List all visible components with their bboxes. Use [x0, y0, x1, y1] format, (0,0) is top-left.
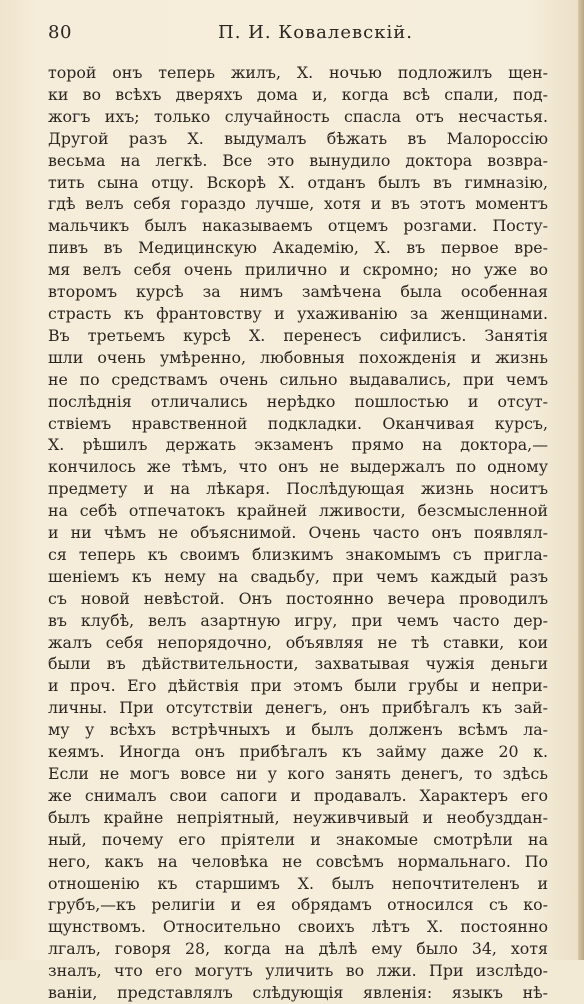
- text-line: и ни чѣмъ не объяснимой. Очень часто онъ появлял-: [48, 523, 548, 543]
- running-head: П. И. Ковалевскій.: [218, 22, 413, 43]
- page-number: 80: [48, 22, 72, 43]
- text-line: личны. При отсутствіи денегъ, онъ прибѣгалъ къ зай-: [48, 698, 548, 718]
- text-line: второмъ курсѣ за нимъ замѣчена была особенная: [48, 282, 548, 302]
- text-line: пивъ въ Медицинскую Академію, X. въ первое вре-: [48, 238, 548, 258]
- text-line: были въ дѣйствительности, захватывая чужія деньги: [48, 654, 548, 674]
- text-line: не по средствамъ очень сильно выдавались, при чемъ: [48, 369, 548, 389]
- text-line: жогъ ихъ; только случайность спасла отъ несчастья.: [48, 106, 548, 126]
- text-line: ствіемъ нравственной подкладки. Оканчивая курсъ,: [48, 413, 548, 433]
- text-line: былъ крайне непріятный, неуживчивый и необузддан-: [48, 807, 548, 827]
- text-line: него, какъ на человѣка не совсѣмъ нормальнаго. По: [48, 851, 548, 871]
- text-line: же снималъ свои сапоги и продавалъ. Характеръ его: [48, 785, 548, 805]
- text-line: зналъ, что его могутъ уличить во лжи. При изслѣдо-: [48, 961, 548, 981]
- text-line: мальчикъ былъ наказываемъ отцемъ розгами. Посту-: [48, 216, 548, 236]
- page-edge: [578, 0, 584, 960]
- text-line: Другой разъ X. выдумалъ бѣжать въ Малороссію: [48, 128, 548, 148]
- text-line: торой онъ теперь жилъ, X. ночью подложилъ щен-: [48, 63, 548, 82]
- text-line: ся теперь къ своимъ близкимъ знакомымъ съ пригла-: [48, 544, 548, 564]
- text-line: му у всѣхъ встрѣчныхъ и былъ долженъ всѣмъ ла-: [48, 720, 548, 740]
- text-line: жалъ себя непорядочно, объявляя не тѣ ставки, кои: [48, 632, 548, 652]
- text-line: X. рѣшилъ держать экзаменъ прямо на доктора,—: [48, 435, 548, 455]
- text-line: страсть къ франтовству и ухаживанію за женщинами.: [48, 303, 548, 323]
- text-line: ваніи, представлялъ слѣдующія явленія: языкъ нѣ-: [48, 983, 548, 1003]
- body-text: [48, 62, 548, 1004]
- text-line: на себѣ отпечатокъ крайней лживости, безсмысленной: [48, 501, 548, 521]
- text-line: мя велъ себя очень прилично и скромно; но уже во: [48, 260, 548, 280]
- text-line: кеямъ. Иногда онъ прибѣгалъ къ займу даже 20 к.: [48, 742, 548, 762]
- text-line: отношенію къ старшимъ X. былъ непочтителенъ и: [48, 873, 548, 893]
- text-line: ный, почему его пріятели и знакомые смотрѣли на: [48, 829, 548, 849]
- text-line: весьма на легкѣ. Все это вынудило доктора возвра-: [48, 150, 548, 170]
- text-line: тить сына отцу. Вскорѣ X. отданъ былъ въ гимназію,: [48, 172, 548, 192]
- text-line: щунствомъ. Относительно своихъ лѣтъ X. постоянно: [48, 917, 548, 937]
- text-line: шеніемъ къ нему на свадьбу, при чемъ каждый разъ: [48, 566, 548, 586]
- page-header: [48, 22, 548, 52]
- text-line: съ новой невѣстой. Онъ постоянно вечера проводилъ: [48, 588, 548, 608]
- text-line: ки во всѣхъ дверяхъ дома и, когда всѣ спали, под-: [48, 84, 548, 104]
- text-line: лгалъ, говоря 28, когда на дѣлѣ ему было 34, хотя: [48, 939, 548, 959]
- text-line: Въ третьемъ курсѣ X. перенесъ сифилисъ. Занятія: [48, 325, 548, 345]
- text-line: шли очень умѣренно, любовныя похожденія и жизнь: [48, 347, 548, 367]
- text-line: Если не могъ вовсе ни у кого занять денегъ, то здѣсь: [48, 764, 548, 783]
- text-line: и проч. Его дѣйствія при этомъ были грубы и непри-: [48, 676, 548, 696]
- text-line: въ клубѣ, велъ азартную игру, при чемъ часто дер-: [48, 610, 548, 630]
- text-line: предмету и на лѣкаря. Послѣдующая жизнь носитъ: [48, 479, 548, 499]
- text-line: кончилось же тѣмъ, что онъ не выдержалъ по одному: [48, 457, 548, 477]
- text-line: послѣднія отличались нерѣдко пошлостью и отсут-: [48, 391, 548, 411]
- text-line: грубъ,—къ религіи и ея обрядамъ относился съ ко-: [48, 895, 548, 915]
- text-line: гдѣ велъ себя гораздо лучше, хотя и въ этотъ моментъ: [48, 194, 548, 214]
